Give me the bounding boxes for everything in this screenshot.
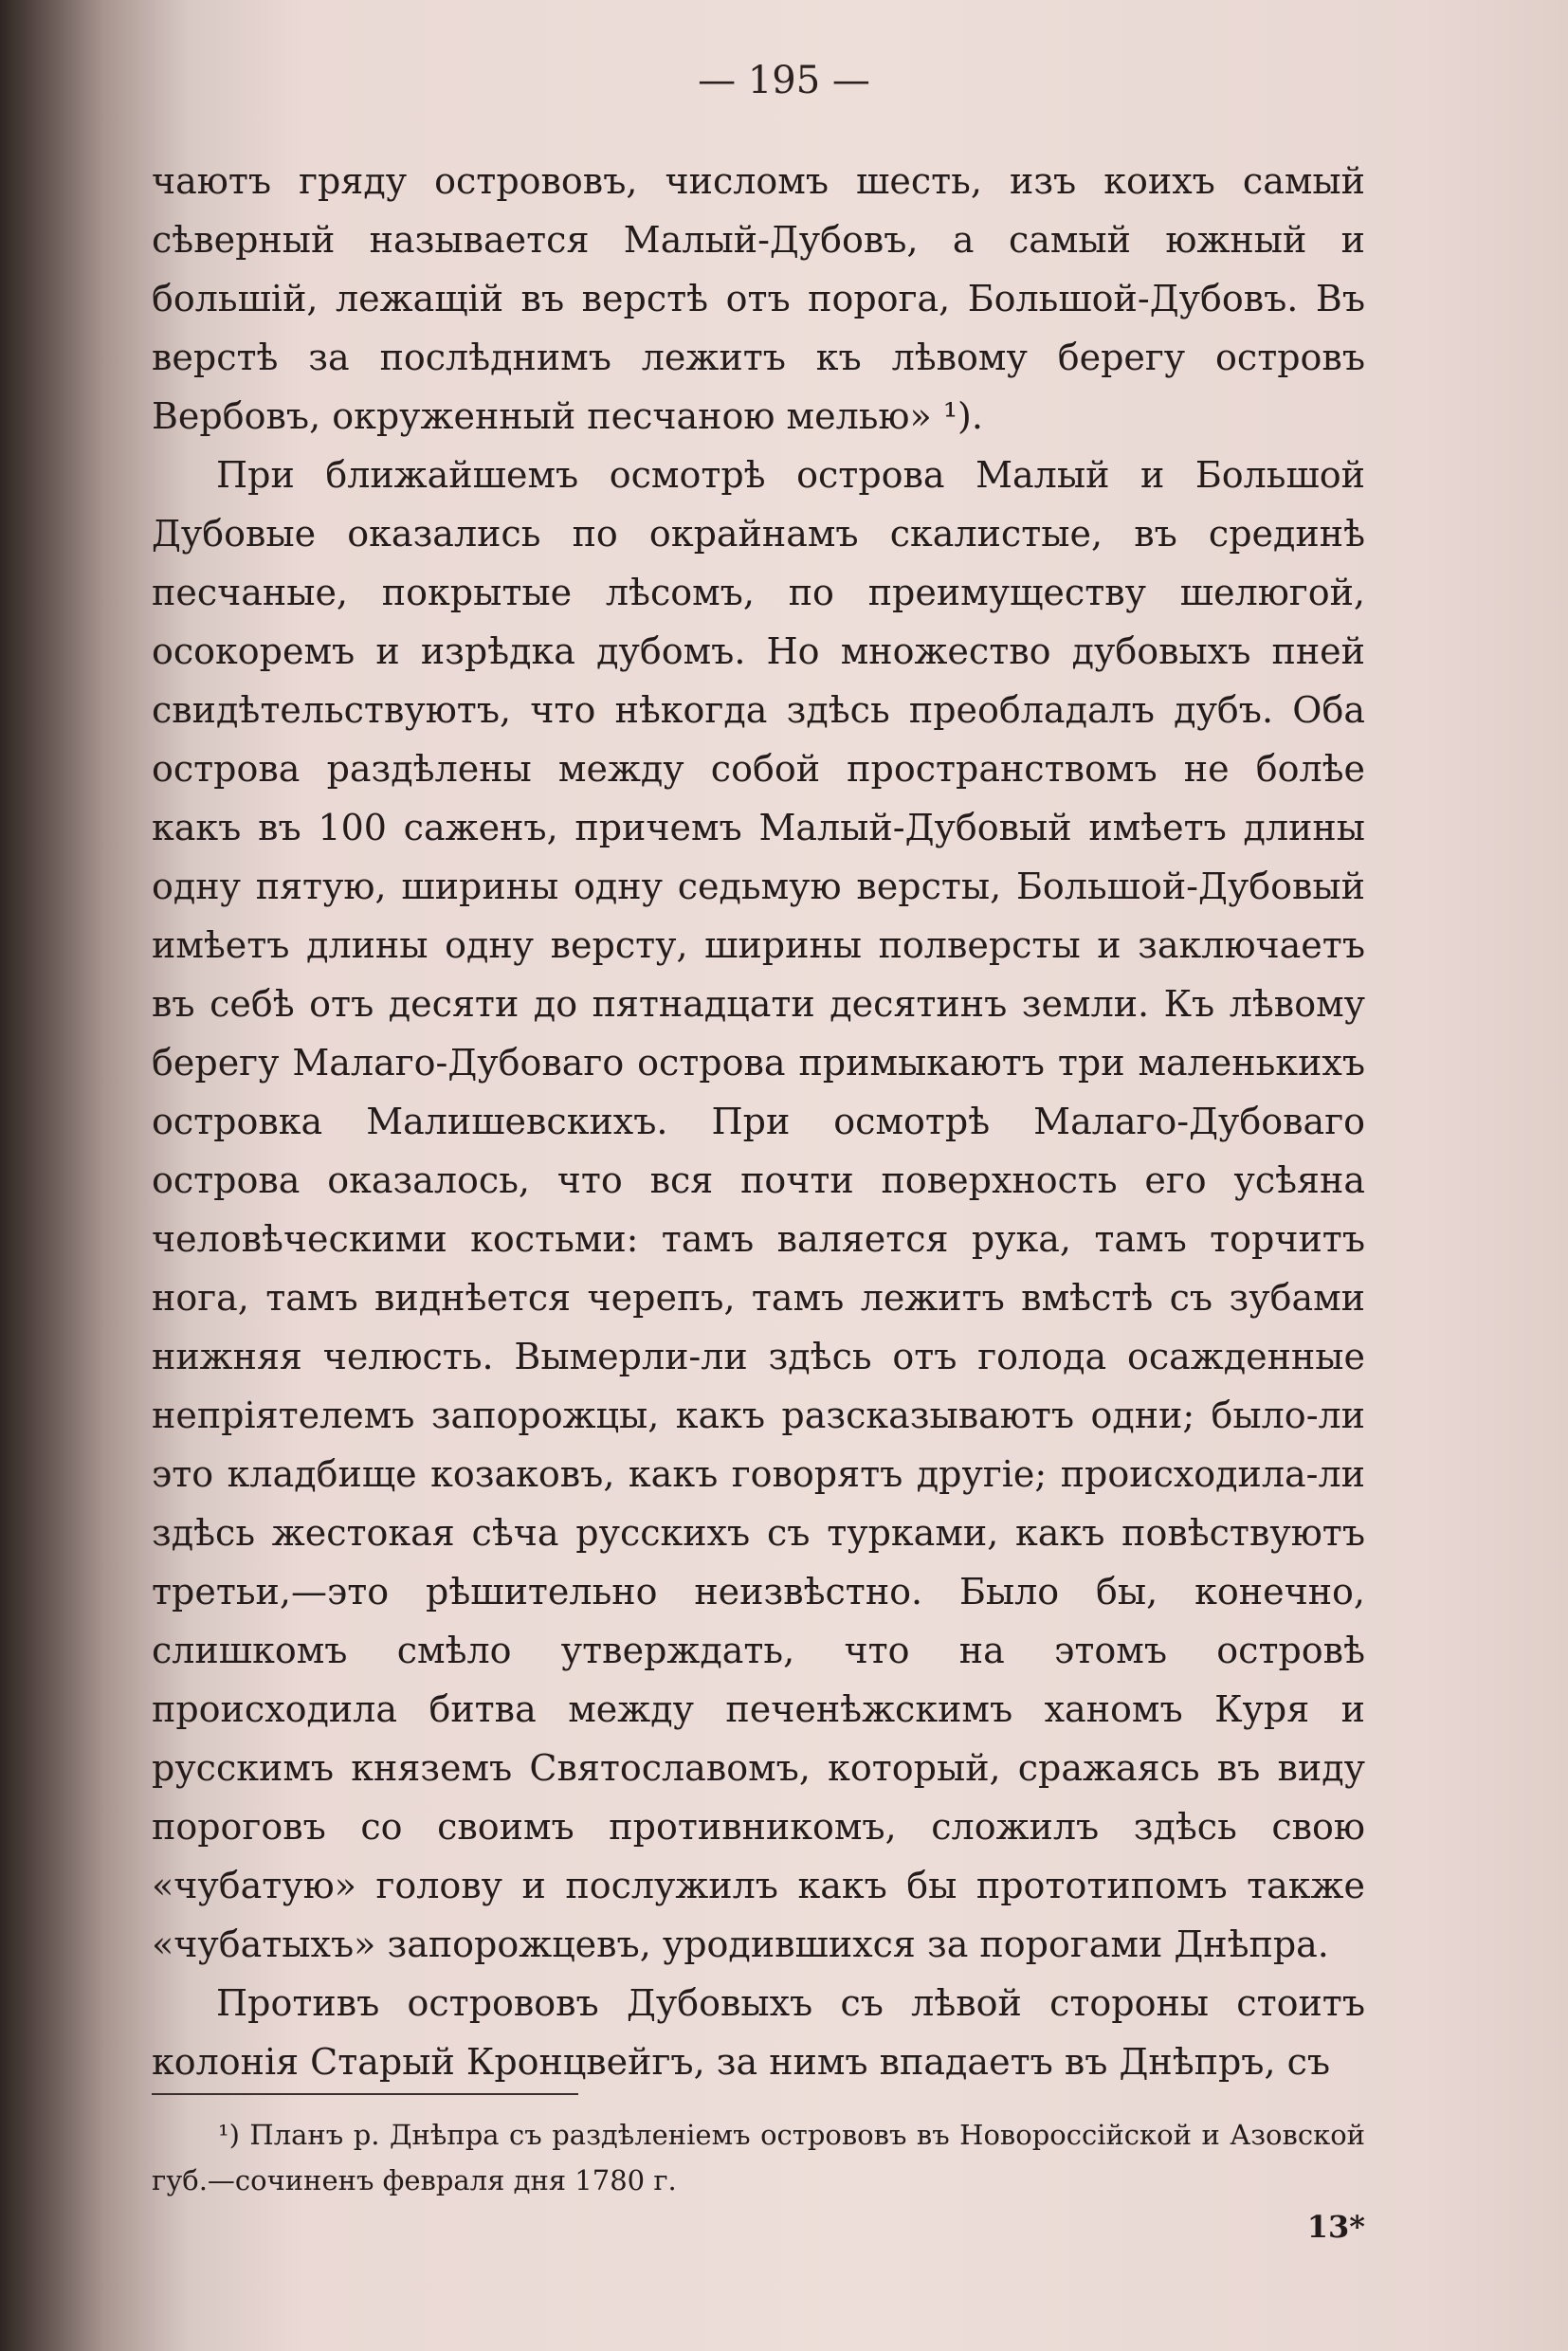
page-number: — 195 — — [698, 59, 870, 102]
footnote-divider — [152, 2093, 578, 2095]
footnote-text: ¹) Планъ р. Днѣпра съ раздѣленіемъ острововъ въ Новороссійской и Азовской губ.—сочиненъ февраля дня 1780 г. — [152, 2119, 1365, 2196]
paragraph-kronzweig: Противъ острововъ Дубовыхъ съ лѣвой стороны стоитъ колонія Старый Кронцвейгъ, за нимъ впадаетъ въ Днѣпръ, съ — [152, 1982, 1365, 2083]
body-text — [152, 152, 1365, 2091]
paragraph-dubovye-islands: При ближайшемъ осмотрѣ острова Малый и Большой Дубовые оказались по окрайнамъ скалистые, въ срединѣ песчаные, покрытые лѣсомъ, по преимуществу шелюгой, осокоремъ и изрѣдка дубомъ. Но множество дубовыхъ пней свидѣтельствуютъ, что нѣкогда здѣсь преобладалъ дубъ. Оба острова раздѣлены между собой пространствомъ не болѣе какъ въ 100 саженъ, причемъ Малый-Дубовый имѣетъ длины одну пятую, ширины одну седьмую версты, Большой-Дубовый имѣетъ длины одну версту, ширины полверсты и заключаетъ въ себѣ отъ десяти до пятнадцати десятинъ земли. Къ лѣвому берегу Малаго-Дубоваго острова примыкаютъ три маленькихъ островка Малишевскихъ. При осмотрѣ Малаго-Дубоваго острова оказалось, что вся почти поверхность его усѣяна человѣческими костьми: тамъ валяется рука, тамъ торчитъ нога, тамъ виднѣется черепъ, тамъ лежитъ вмѣстѣ съ зубами нижняя челюсть. Вымерли-ли здѣсь отъ голода осажденные непріятелемъ запорожцы, какъ разсказываютъ одни; было-ли это кладбище козаковъ, какъ говорятъ другіе; происходила-ли здѣсь жестокая сѣча русскихъ съ турками, какъ повѣствуютъ третьи,—это рѣшительно неизвѣстно. Было бы, конечно, слишкомъ смѣло утверждать, что на этомъ островѣ происходила битва между печенѣжскимъ ханомъ Куря и русскимъ княземъ Святославомъ, который, сражаясь въ виду пороговъ со своимъ противникомъ, сложилъ здѣсь свою «чубатую» голову и послужилъ какъ бы прототипомъ также «чубатыхъ» запорожцевъ, уродившихся за порогами Днѣпра. — [152, 454, 1365, 1965]
signature-mark: 13* — [1306, 2209, 1365, 2245]
footnote — [152, 2112, 1365, 2203]
paragraph-continuation: чаютъ гряду острововъ, числомъ шесть, изъ коихъ самый сѣверный называется Малый-Дубовъ, а самый южный и большій, лежащій въ верстѣ отъ порога, Большой-Дубовъ. Въ верстѣ за послѣднимъ лежитъ къ лѣвому берегу островъ Вербовъ, окруженный песчаною мелью» ¹). — [152, 160, 1365, 437]
